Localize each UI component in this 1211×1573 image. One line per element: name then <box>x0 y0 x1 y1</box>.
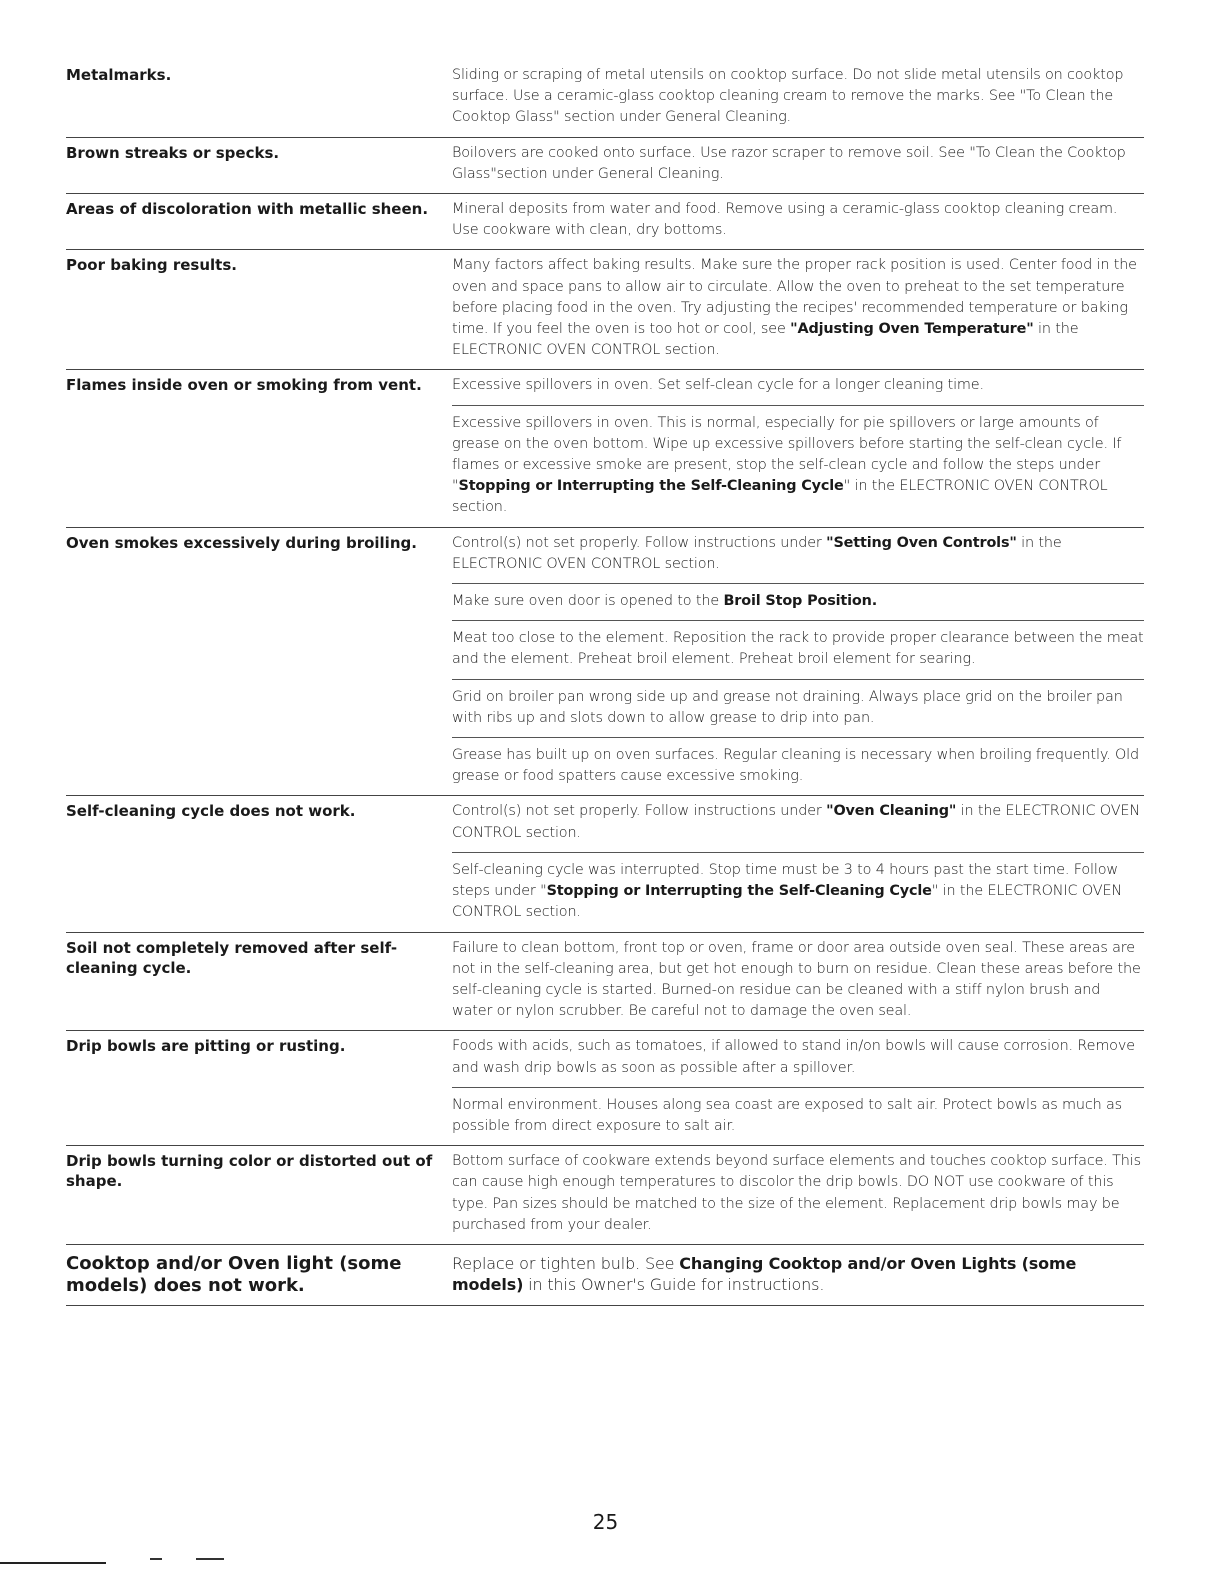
footer-rule <box>0 1562 106 1564</box>
table-row <box>66 933 1144 1032</box>
problem-label: Drip bowls turning color or distorted out of shape. <box>66 1152 433 1191</box>
cause-solution <box>452 1146 1144 1244</box>
cause-text: Replace or tighten bulb. See <box>452 1253 680 1273</box>
problem-label: Self-cleaning cycle does not work. <box>66 802 356 821</box>
problem-label: Brown streaks or specks. <box>66 143 280 162</box>
cause-list <box>452 194 1144 249</box>
cause-text: Mineral deposits from water and food. Remove using a ceramic-glass cooktop cleaning cream. Use cookware with clean, dry bottoms. <box>452 201 1118 239</box>
footer-mark <box>150 1558 162 1560</box>
problem-label: Areas of discoloration with metallic sheen. <box>66 200 429 219</box>
cause-list <box>452 1245 1144 1305</box>
cause-list <box>452 528 1144 796</box>
cause-list <box>452 138 1144 193</box>
cause-list <box>452 1146 1144 1244</box>
table-row <box>66 528 1144 797</box>
cause-text: in the ELECTRONIC OVEN CONTROL section. <box>452 321 1079 359</box>
problem-label: Metalmarks. <box>66 66 172 84</box>
cause-text: Normal environment. Houses along sea coast are exposed to salt air. Protect bowls as much as possible from direct exposure to salt air. <box>452 1096 1123 1134</box>
cause-text: Many factors affect baking results. Make sure the proper rack position is used. Center food in the oven and space pans to allow air to circulate. Allow the oven to preheat to the set temperature before placing food in the oven. Try adjusting the recipes' recommended temperature or baking time. If you feel the oven is too hot or cool, see <box>452 257 1137 338</box>
cause-solution <box>452 620 1144 678</box>
bold-reference: Changing Cooktop and/or Oven Lights (some models) <box>452 1253 1077 1294</box>
cause-solution <box>452 933 1144 1031</box>
table-row <box>66 138 1144 194</box>
bold-reference: Broil Stop Position. <box>723 593 878 610</box>
cause-text: Control(s) not set properly. Follow instructions under <box>452 534 827 551</box>
problem-label: Cooktop and/or Oven light (some models) does not work. <box>66 1252 402 1296</box>
bold-reference: Stopping or Interrupting the Self-Cleaning Cycle <box>546 883 932 900</box>
problem-label: Drip bowls are pitting or rusting. <box>66 1037 346 1056</box>
cause-solution <box>452 60 1144 137</box>
cause-text: Make sure oven door is opened to the <box>452 593 724 610</box>
cause-solution <box>452 1087 1144 1145</box>
table-row <box>66 250 1144 370</box>
problem-label: Soil not completely removed after self-cleaning cycle. <box>66 938 398 977</box>
cause-text: in the ELECTRONIC OVEN CONTROL section. <box>452 534 1062 572</box>
cause-text: Excessive spillovers in oven. This is normal, especially for pie spillovers or large amounts of grease on the oven bottom. Wipe up excessive spillovers before starting the self-clean cycle. If flames or excessive smoke are present, stop the self-clean cycle and follow the steps under " <box>452 414 1122 495</box>
bold-reference: "Adjusting Oven Temperature" <box>790 321 1034 338</box>
troubleshooting-table <box>66 60 1144 1306</box>
table-row <box>66 1031 1144 1146</box>
cause-list <box>452 1031 1144 1145</box>
table-row <box>66 194 1144 250</box>
cause-solution <box>452 250 1144 369</box>
problem-label: Flames inside oven or smoking from vent. <box>66 376 422 395</box>
cause-text: Failure to clean bottom, front top or oven, frame or door area outside oven seal. These areas are not in the self-cleaning area, but get hot enough to burn on residue. Clean these areas before the self-cleaning cycle is started. Burned-on residue can be cleaned with a stiff nylon brush and water or nylon scrubber. Be careful not to damage the oven seal. <box>452 939 1141 1020</box>
cause-list <box>452 60 1144 137</box>
table-row <box>66 796 1144 932</box>
problem-label: Poor baking results. <box>66 256 237 275</box>
table-row <box>66 60 1144 138</box>
cause-text: Grid on broiler pan wrong side up and grease not draining. Always place grid on the broiler pan with ribs up and slots down to allow grease to drip into pan. <box>452 688 1123 726</box>
cause-text: Bottom surface of cookware extends beyond surface elements and touches cooktop surface. This can cause high enough temperatures to discolor the drip bowls. DO NOT use cookware of this type. Pan sizes should be matched to the size of the element. Replacement drip bowls may be purchased from your dealer. <box>452 1153 1141 1233</box>
bold-reference: "Setting Oven Controls" <box>826 534 1017 551</box>
cause-solution <box>452 796 1144 851</box>
table-row <box>66 1146 1144 1245</box>
bold-reference: Stopping or Interrupting the Self-Cleaning Cycle <box>458 478 844 495</box>
cause-solution <box>452 1245 1144 1305</box>
cause-text: in this Owner's Guide for instructions. <box>523 1274 825 1294</box>
cause-solution <box>452 528 1144 583</box>
cause-list <box>452 933 1144 1031</box>
cause-text: Meat too close to the element. Reposition the rack to provide proper clearance between the meat and the element. Preheat broil element. Preheat broil element for searing. <box>452 630 1144 668</box>
cause-solution <box>452 194 1144 249</box>
table-row <box>66 1245 1144 1306</box>
cause-text: Excessive spillovers in oven. Set self-clean cycle for a longer cleaning time. <box>452 377 984 394</box>
cause-solution <box>452 370 1144 404</box>
cause-list <box>452 796 1144 931</box>
cause-solution <box>452 737 1144 795</box>
cause-text: Foods with acids, such as tomatoes, if allowed to stand in/on bowls will cause corrosion. Remove and wash drip bowls as soon as possible after a spillover. <box>452 1038 1135 1076</box>
cause-text: in the ELECTRONIC OVEN CONTROL section. <box>452 803 1140 841</box>
bold-reference: "Oven Cleaning" <box>826 803 957 820</box>
cause-solution <box>452 852 1144 932</box>
cause-solution <box>452 1031 1144 1086</box>
cause-text: Sliding or scraping of metal utensils on cooktop surface. Do not slide metal utensils on cooktop surface. Use a ceramic-glass cooktop cleaning cream to remove the marks. See "To Clean the Cooktop Glass" section under General Cleaning. <box>452 67 1124 126</box>
cause-solution <box>452 583 1144 620</box>
page-number: 25 <box>592 1510 619 1534</box>
cause-text: " in the ELECTRONIC OVEN CONTROL section. <box>452 883 1123 921</box>
cause-text: " in the ELECTRONIC OVEN CONTROL section. <box>452 478 1108 516</box>
cause-text: Grease has built up on oven surfaces. Regular cleaning is necessary when broiling frequently. Old grease or food spatters cause excessive smoking. <box>452 747 1140 785</box>
table-row <box>66 370 1144 527</box>
cause-text: Control(s) not set properly. Follow instructions under <box>452 803 827 820</box>
footer-mark <box>196 1558 224 1560</box>
cause-list <box>452 250 1144 369</box>
problem-label: Oven smokes excessively during broiling. <box>66 533 417 552</box>
cause-solution <box>452 405 1144 527</box>
cause-solution <box>452 138 1144 193</box>
cause-text: Self-cleaning cycle was interrupted. Stop time must be 3 to 4 hours past the start time. Follow steps under " <box>452 861 1118 900</box>
cause-text: Boilovers are cooked onto surface. Use razor scraper to remove soil. See "To Clean the Cooktop Glass"section under General Cleaning. <box>452 144 1126 182</box>
cause-solution <box>452 679 1144 737</box>
cause-list <box>452 370 1144 526</box>
